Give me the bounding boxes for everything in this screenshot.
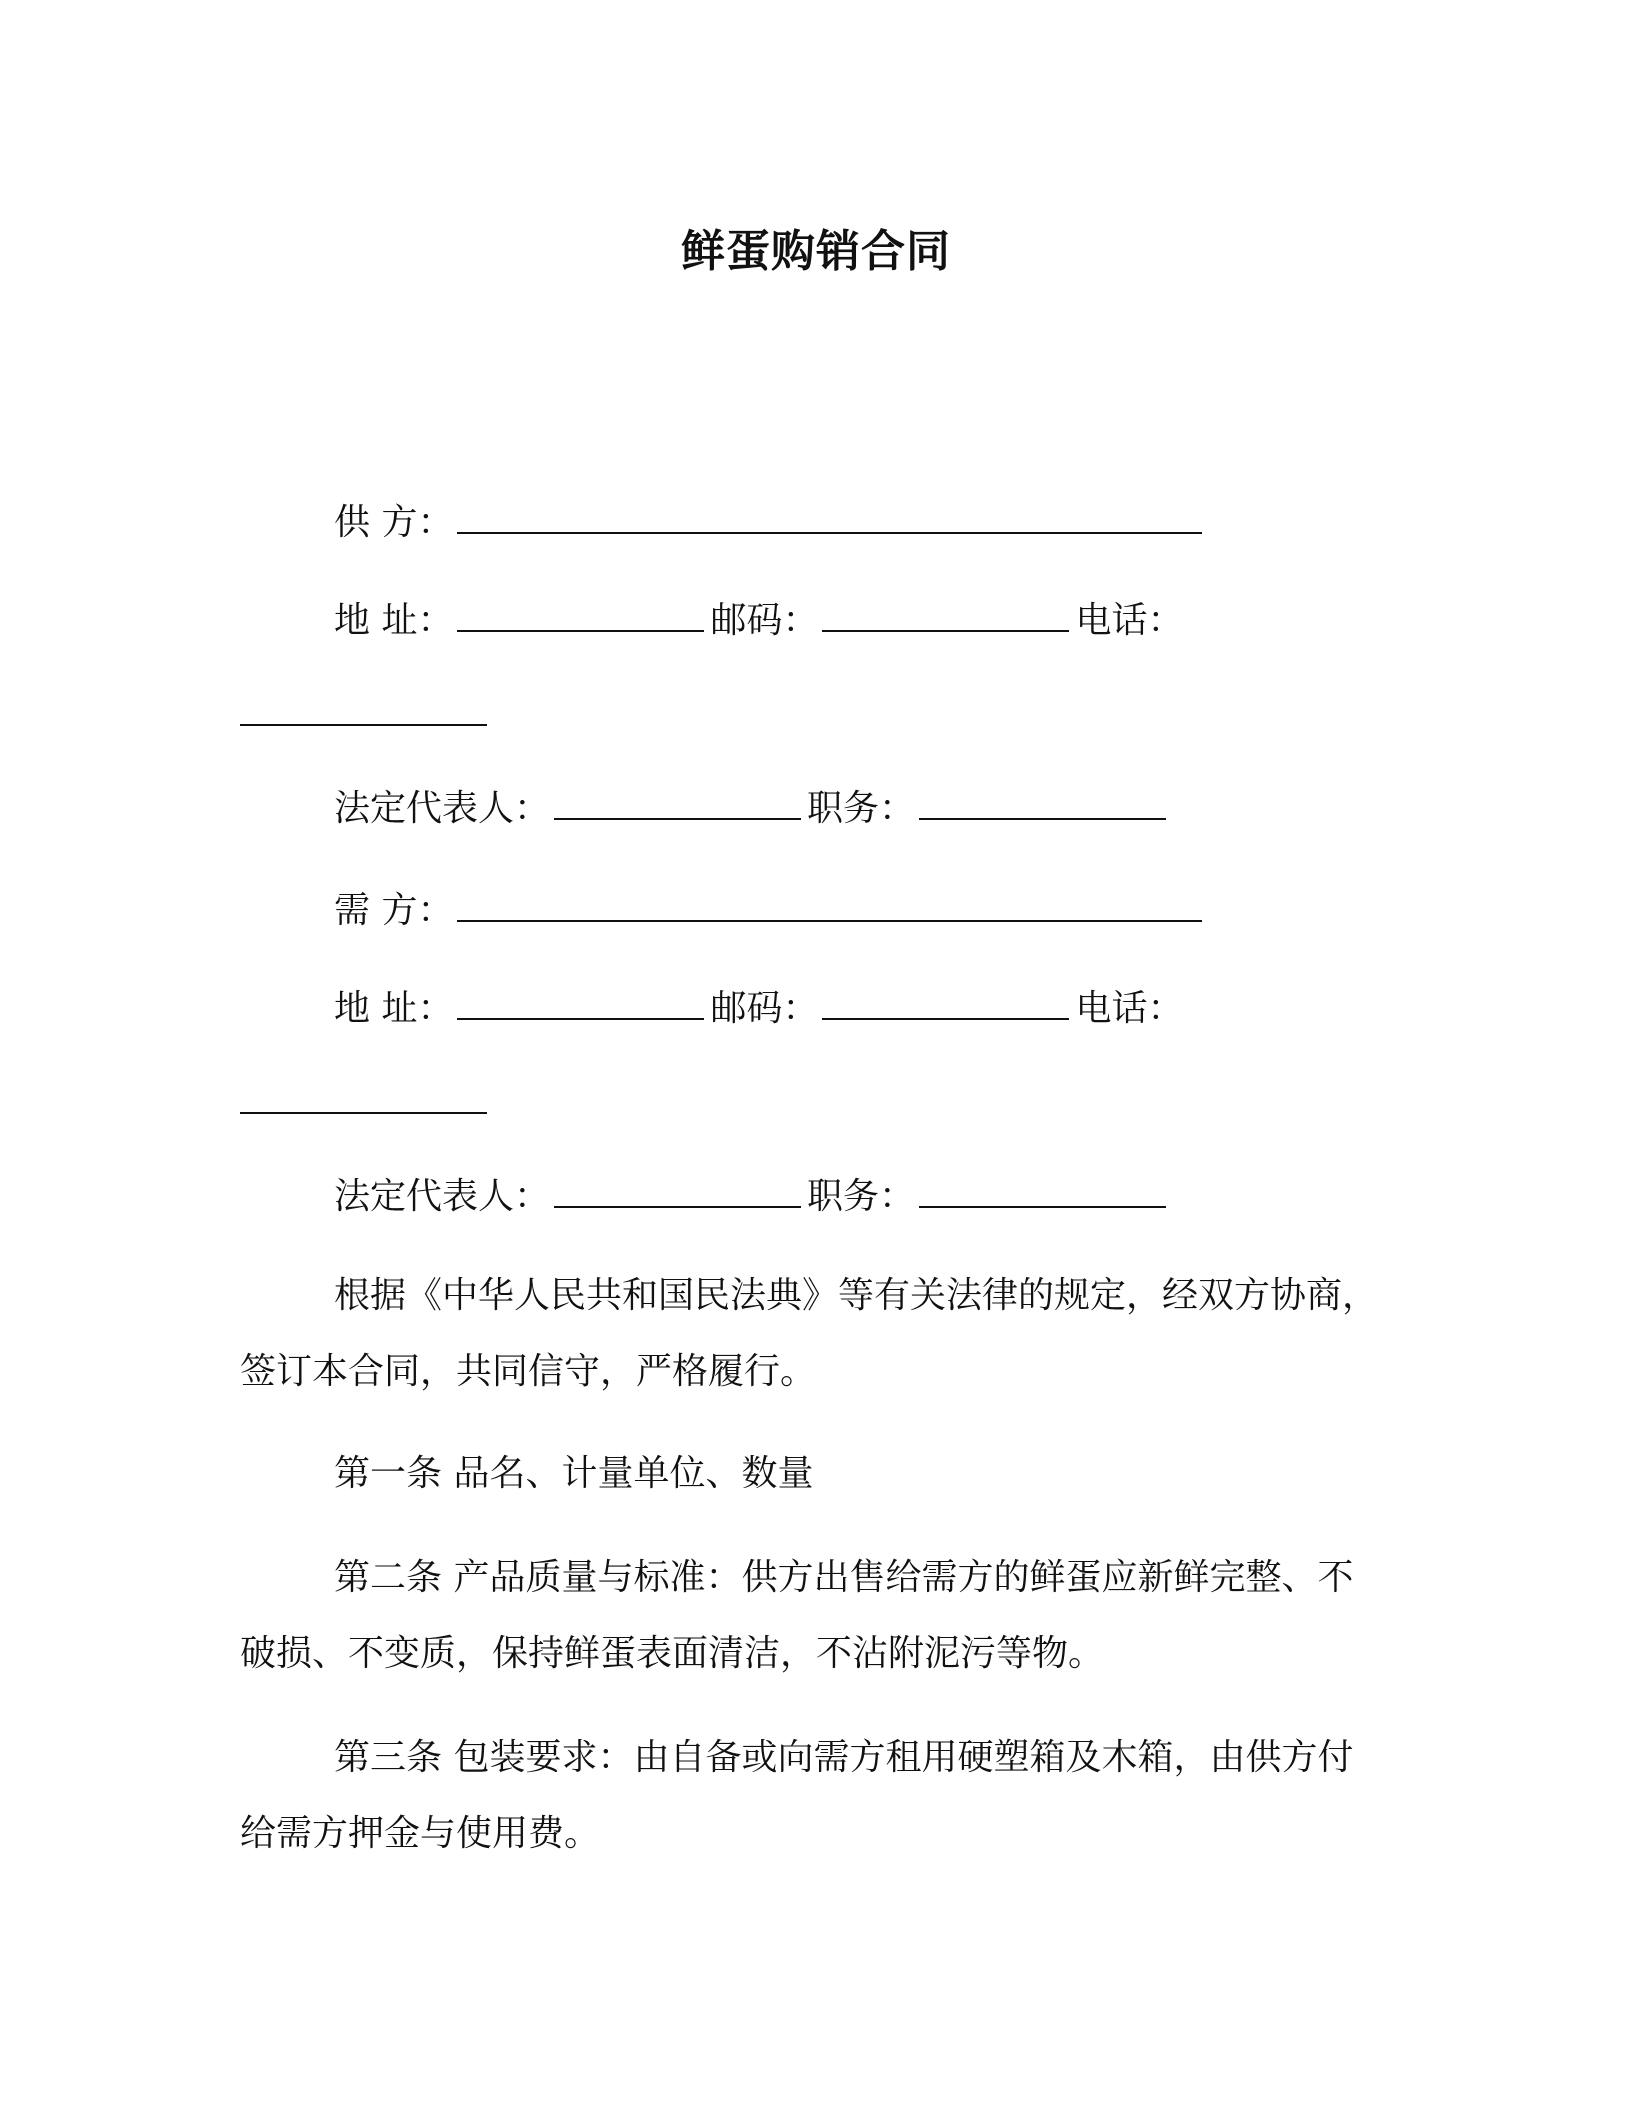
preamble-line-1: 根据《中华人民共和国民法典》等有关法律的规定，经双方协商， [334,1275,1379,1316]
buyer-phone-label: 电话： [1075,988,1184,1029]
supplier-rep-blank [554,784,801,820]
supplier-party-label: 供 方： [334,502,454,543]
buyer-address-blank [457,984,704,1020]
document-title: 鲜蛋购销合同 [681,226,951,277]
supplier-phone-label: 电话： [1075,600,1184,641]
buyer-party-row [334,886,1208,935]
supplier-phone-blank [240,690,487,726]
buyer-name-blank [457,886,1202,922]
supplier-rep-row [334,784,1172,833]
supplier-name-blank [457,498,1202,534]
article-2-line-2: 破损、不变质，保持鲜蛋表面清洁，不沾附泥污等物。 [240,1633,1105,1674]
buyer-address-row [334,984,1183,1033]
buyer-position-label: 职务： [807,1176,916,1217]
buyer-rep-row [334,1172,1172,1221]
supplier-position-label: 职务： [807,788,916,829]
buyer-phone-blank [240,1078,487,1114]
supplier-rep-label: 法定代表人： [334,788,551,829]
preamble-line-2: 签订本合同，共同信守，严格履行。 [240,1351,817,1392]
supplier-address-label: 地 址： [334,600,454,641]
supplier-postcode-label: 邮码： [710,600,819,641]
buyer-rep-label: 法定代表人： [334,1176,551,1217]
supplier-party-row [334,498,1208,547]
buyer-address-label: 地 址： [334,988,454,1029]
buyer-position-blank [919,1172,1166,1208]
article-1: 第一条 品名、计量单位、数量 [334,1453,814,1494]
buyer-rep-blank [554,1172,801,1208]
supplier-address-row [334,596,1183,645]
article-3-line-2: 给需方押金与使用费。 [240,1813,601,1854]
article-2-line-1: 第二条 产品质量与标准：供方出售给需方的鲜蛋应新鲜完整、不 [334,1557,1354,1598]
article-3-line-1: 第三条 包装要求：由自备或向需方租用硬塑箱及木箱，由供方付 [334,1737,1354,1778]
supplier-postcode-blank [822,596,1069,632]
supplier-position-blank [919,784,1166,820]
supplier-address-blank [457,596,704,632]
buyer-postcode-blank [822,984,1069,1020]
buyer-postcode-label: 邮码： [710,988,819,1029]
supplier-phone-continuation [240,690,493,739]
buyer-party-label: 需 方： [334,890,454,931]
buyer-phone-continuation [240,1078,493,1127]
